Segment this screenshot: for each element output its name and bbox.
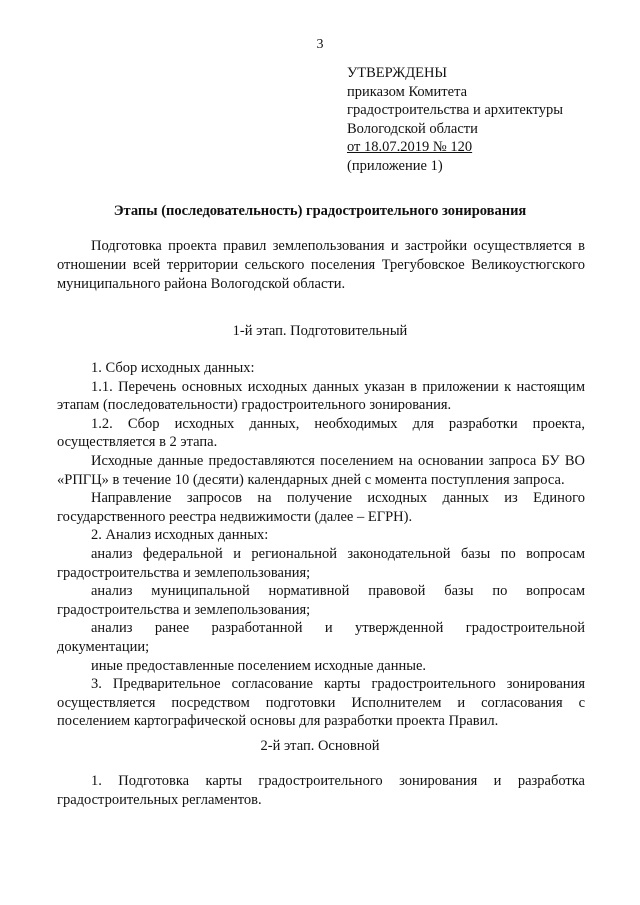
approval-date-number: от 18.07.2019 № 120 bbox=[347, 139, 473, 155]
stage1-content bbox=[57, 359, 585, 731]
stage1-item-preliminary-approval: 3. Предварительное согласование карты градостроительного зонирования осуществляется посредством подготовки Исполнителем и согласования с поселением картографической основы для разработки проекта Правил. bbox=[57, 676, 585, 730]
approval-appendix-line: (приложение 1) bbox=[347, 157, 443, 174]
approval-region-line: Вологодской области bbox=[347, 120, 478, 137]
stage1-egrn-requests-paragraph: Направление запросов на получение исходных данных из Единого государственного реестра недвижимости (далее – ЕГРН). bbox=[57, 490, 585, 525]
approval-order-line: приказом Комитета bbox=[347, 83, 468, 100]
stage1-item-1-2: 1.2. Сбор исходных данных, необходимых для разработки проекта, осуществляется в 2 этапа. bbox=[57, 415, 585, 451]
stage1-analysis-documentation: анализ ранее разработанной и утвержденной градостроительной документации; bbox=[57, 620, 585, 655]
approval-stamp-block bbox=[347, 64, 627, 175]
stage2-item-zoning-map: 1. Подготовка карты градостроительного зонирования и разработка градостроительных регламентов. bbox=[57, 773, 585, 808]
stage1-heading: 1-й этап. Подготовительный bbox=[232, 323, 408, 339]
stage2-heading: 2-й этап. Основной bbox=[260, 738, 380, 754]
stage1-analysis-other: иные предоставленные поселением исходные данные. bbox=[91, 657, 427, 674]
stage2-content bbox=[57, 772, 585, 809]
approval-heading: УТВЕРЖДЕНЫ bbox=[347, 65, 448, 81]
stage1-item-1-1: 1.1. Перечень основных исходных данных указан в приложении к настоящим этапам (последовательности) градостроительного зонирования. bbox=[57, 378, 585, 414]
stage1-source-data-paragraph: Исходные данные предоставляются поселением на основании запроса БУ ВО «РПГЦ» в течение 10 (десяти) календарных дней с момента поступления запроса. bbox=[57, 452, 585, 488]
stage1-item-analysis: 2. Анализ исходных данных: bbox=[91, 527, 269, 544]
stage1-analysis-federal: анализ федеральной и региональной законодательной базы по вопросам градостроительства и землепользования; bbox=[57, 545, 585, 581]
stage1-item-data-collection: 1. Сбор исходных данных: bbox=[91, 360, 255, 376]
page-number: 3 bbox=[316, 37, 324, 52]
intro-paragraph: Подготовка проекта правил землепользования и застройки осуществляется в отношении всей территории сельского поселения Трегубовское Великоустюгского муниципального района Вологодской области. bbox=[57, 238, 585, 292]
document-title: Этапы (последовательность) градостроительного зонирования bbox=[113, 203, 527, 219]
stage1-analysis-municipal: анализ муниципальной нормативной правовой базы по вопросам градостроительства и землепользования; bbox=[57, 583, 585, 618]
approval-committee-line: градостроительства и архитектуры bbox=[347, 102, 564, 118]
